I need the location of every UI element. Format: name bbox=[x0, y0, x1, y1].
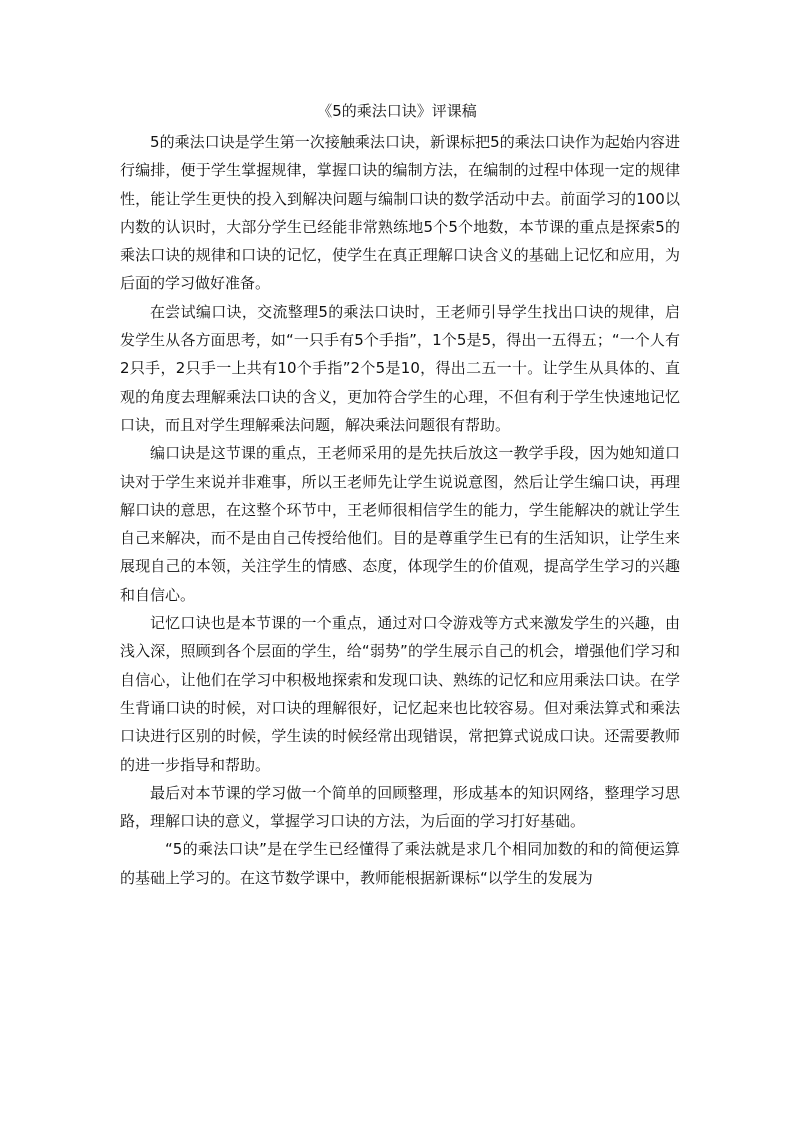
paragraph-compose-trial: 在尝试编口诀，交流整理5的乘法口诀时，王老师引导学生找出口诀的规律，启发学生从各方面思考，如“一只手有5个手指”，1个5是5，得出一五得五；“一个人有2只手，2只手一上共有10个手指”2个5是10，得出二五一十。让学生从具体的、直观的角度去理解乘法口诀的含义，更加符合学生的心理，不但有利于学生快速地记忆口诀，而且对学生理解乘法问题，解决乘法问题很有帮助。 bbox=[120, 302, 680, 434]
paragraph-review: 最后对本节课的学习做一个简单的回顾整理，形成基本的知识网络，整理学习思路，理解口诀的意义，掌握学习口诀的方法，为后面的学习打好基础。 bbox=[120, 783, 680, 831]
paragraph-memorize: 记忆口诀也是本节课的一个重点，通过对口令游戏等方式来激发学生的兴趣，由浅入深，照顾到各个层面的学生，给“弱势”的学生展示自己的机会，增强他们学习和自信心，让他们在学习中积极地探索和发现口诀、熟练的记忆和应用乘法口诀。在学生背诵口诀的时候，对口诀的理解很好，记忆起来也比较容易。但对乘法算式和乘法口诀进行区别的时候，学生读的时候经常出现错误，常把算式说成口诀。还需要教师的进一步指导和帮助。 bbox=[120, 614, 680, 774]
document-title: 《5的乘法口诀》评课稿 bbox=[317, 102, 477, 120]
paragraph-intro: 5的乘法口诀是学生第一次接触乘法口诀，新课标把5的乘法口诀作为起始内容进行编排，便于学生掌握规律，掌握口诀的编制方法，在编制的过程中体现一定的规律性，能让学生更快的投入到解决问题与编制口诀的数学活动中去。前面学习的100以内数的认识时，大部分学生已经能非常熟练地5个5个地数，本节课的重点是探索5的乘法口诀的规律和口诀的记忆，使学生在真正理解口诀含义的基础上记忆和应用，为后面的学习做好准备。 bbox=[120, 133, 680, 293]
paragraph-compose-focus: 编口诀是这节课的重点，王老师采用的是先扶后放这一教学手段，因为她知道口诀对于学生来说并非难事，所以王老师先让学生说说意图，然后让学生编口诀，再理解口诀的意思，在这整个环节中，王老师很相信学生的能力，学生能解决的就让学生自己来解决，而不是由自己传授给他们。目的是尊重学生已有的生活知识，让学生来展现自己的本领，关注学生的情感、态度，体现学生的价值观，提高学生学习的兴趣和自信心。 bbox=[120, 444, 680, 604]
paragraph-conclusion: “5的乘法口诀”是在学生已经懂得了乘法就是求几个相同加数的和的简便运算的基础上学习的。在这节数学课中，教师能根据新课标“以学生的发展为 bbox=[120, 840, 680, 887]
document-body bbox=[120, 128, 680, 892]
